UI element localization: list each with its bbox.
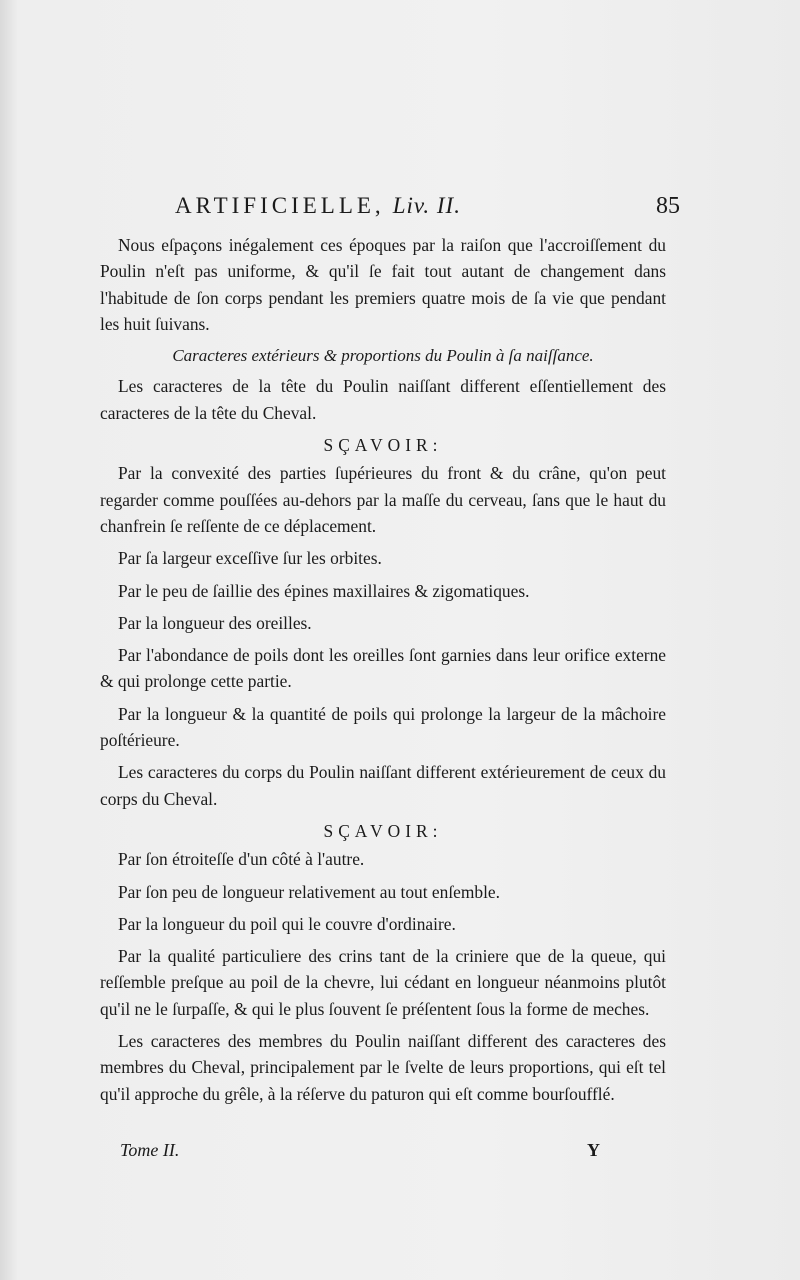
page-footer (120, 1140, 600, 1170)
savoir-heading-1: SÇAVOIR: (323, 435, 443, 456)
list-item-7: Par ſon étroiteſſe d'un côté à l'autre. (118, 849, 365, 870)
list-item-8: Par ſon peu de longueur relativement au tout enſemble. (118, 881, 500, 902)
savoir-heading-2: SÇAVOIR: (323, 820, 443, 841)
tome-label: Tome II. (120, 1140, 180, 1160)
list-item-10: Par la qualité particuliere des crins tant de la criniere que de la queue, qui reſſemble preſque au poil de la chevre, lui cédant en longueur néanmoins plutôt qu'il ne le ſurpaſſe, & qui le plus ſouvent ſe préſentent ſous la forme de meches. (100, 946, 666, 1019)
list-item-2: Par ſa largeur exceſſive ſur les orbites. (118, 548, 382, 569)
paragraph-2: Les caracteres de la tête du Poulin naiſſant different eſſentiellement des caracteres de la tête du Cheval. (100, 376, 666, 423)
paragraph-3: Les caracteres du corps du Poulin naiſſant different extérieurement de ceux du corps du Cheval. (100, 762, 666, 809)
section-heading: Caracteres extérieurs & proportions du Poulin à ſa naiſſance. (172, 346, 594, 366)
signature-mark: Y (587, 1140, 600, 1160)
list-item-4: Par la longueur des oreilles. (118, 612, 312, 633)
running-title-word: ARTIFICIELLE, (175, 193, 385, 218)
body-text (100, 232, 666, 1113)
paragraph-1: Nous eſpaçons inégalement ces époques par la raiſon que l'accroiſſement du Poulin n'eſt pas uniforme, & qu'il ſe fait tout autant de changement dans l'habitude de ſon corps pendant les premiers quatre mois de ſa vie que pendant les huit ſuivans. (100, 235, 666, 334)
list-item-1: Par la convexité des parties ſupérieures du front & du crâne, qu'on peut regarder comme pouſſées au-dehors par la maſſe du cerveau, ſans que le haut du chanfrein ſe reſſente de ce déplacement. (100, 463, 666, 536)
list-item-5: Par l'abondance de poils dont les oreilles ſont garnies dans leur orifice externe & qui prolonge cette partie. (100, 645, 666, 692)
list-item-3: Par le peu de ſaillie des épines maxillaires & zigomatiques. (118, 580, 530, 601)
list-item-6: Par la longueur & la quantité de poils qui prolonge la largeur de la mâchoire poſtérieure. (100, 703, 666, 751)
list-item-9: Par la longueur du poil qui le couvre d'ordinaire. (118, 913, 456, 934)
running-title-book: Liv. II. (392, 193, 461, 218)
page-header (100, 193, 680, 225)
running-title (175, 193, 461, 219)
paragraph-4: Les caracteres des membres du Poulin naiſſant different des caracteres des membres du Cheval, principalement par le ſvelte de leurs proportions, qui eſt tel qu'il approche du grêle, à la réſerve du paturon qui eſt comme bourſoufflé. (100, 1031, 666, 1104)
page-number: 85 (656, 193, 680, 219)
